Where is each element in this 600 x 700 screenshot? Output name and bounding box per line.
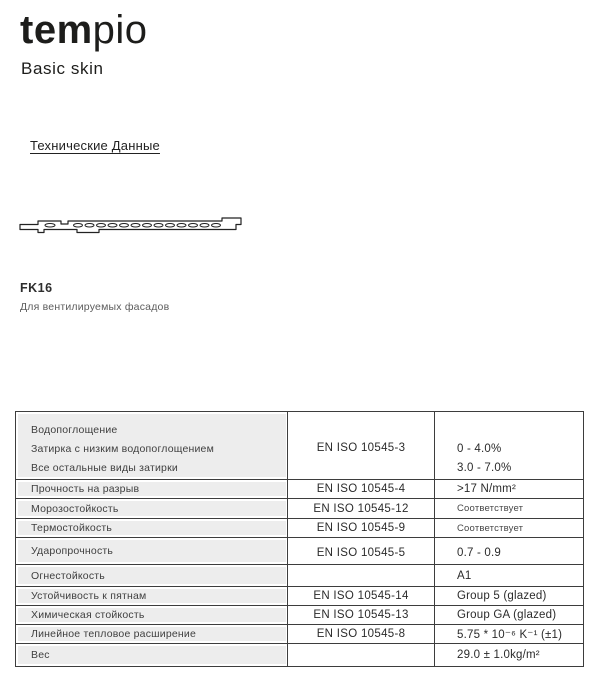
label-line: Все остальные виды затирки (31, 462, 178, 474)
value-cell: >17 N/mm² (435, 480, 584, 499)
label-box: Вес (18, 646, 286, 664)
label-cell (16, 587, 288, 606)
standard-cell: EN ISO 10545-5 (288, 538, 435, 565)
table-row (16, 644, 584, 667)
label-cell (16, 412, 288, 480)
label-box: Огнестойкость (18, 567, 286, 584)
brand-logo-light-segment: pio (92, 8, 148, 52)
value-cell: 5.75 * 10⁻⁶ K⁻¹ (±1) (435, 625, 584, 644)
label-box: Термостойкость (18, 521, 286, 535)
standard-cell (288, 565, 435, 587)
value-line (457, 421, 582, 440)
table-row (16, 538, 584, 565)
label-box: Морозостойкость (18, 501, 286, 516)
value-cell: Соответствует (435, 519, 584, 538)
value-cell: 29.0 ± 1.0kg/m² (435, 644, 584, 667)
label-cell (16, 519, 288, 538)
value-cell: A1 (435, 565, 584, 587)
brand-logo-bold-segment: tem (20, 8, 93, 52)
label-cell (16, 538, 288, 565)
label-cell (16, 644, 288, 667)
standard-cell: EN ISO 10545-13 (288, 606, 435, 625)
label-box: Прочность на разрыв (18, 482, 286, 496)
table-row (16, 519, 584, 538)
table-row (16, 412, 584, 480)
panel-profile-drawing (17, 214, 249, 238)
label-box: Линейное тепловое расширение (18, 627, 286, 641)
table-row (16, 625, 584, 644)
standard-cell: EN ISO 10545-14 (288, 587, 435, 606)
table-row (16, 606, 584, 625)
table-row (16, 587, 584, 606)
standard-cell (288, 644, 435, 667)
value-cell: Соответствует (435, 499, 584, 519)
standard-cell: EN ISO 10545-8 (288, 625, 435, 644)
technical-data-table (15, 411, 584, 667)
value-cell: Group GA (glazed) (435, 606, 584, 625)
standard-cell: EN ISO 10545-12 (288, 499, 435, 519)
product-line-subtitle: Basic skin (21, 59, 104, 78)
label-cell (16, 565, 288, 587)
label-cell (16, 625, 288, 644)
label-box (18, 414, 286, 477)
label-line: Затирка с низким водопоглощением (31, 443, 215, 455)
section-heading: Технические Данные (30, 138, 160, 153)
value-line: 3.0 - 7.0% (457, 462, 512, 474)
standard-cell: EN ISO 10545-4 (288, 480, 435, 499)
standard-cell: EN ISO 10545-3 (288, 412, 435, 480)
product-code: FK16 (20, 281, 53, 295)
table-row (16, 565, 584, 587)
value-cell (435, 412, 584, 480)
label-cell (16, 606, 288, 625)
table-row (16, 499, 584, 519)
value-line: 0 - 4.0% (457, 443, 502, 455)
label-box: Устойчивость к пятнам (18, 589, 286, 603)
label-box: Ударопрочность (18, 540, 286, 562)
value-cell: Group 5 (glazed) (435, 587, 584, 606)
standard-cell: EN ISO 10545-9 (288, 519, 435, 538)
label-line: Водопоглощение (31, 424, 118, 436)
table-row (16, 480, 584, 499)
label-cell (16, 480, 288, 499)
label-box: Химическая стойкость (18, 608, 286, 622)
value-cell: 0.7 - 0.9 (435, 538, 584, 565)
label-cell (16, 499, 288, 519)
brand-logo (20, 6, 148, 54)
product-description: Для вентилируемых фасадов (20, 301, 170, 313)
